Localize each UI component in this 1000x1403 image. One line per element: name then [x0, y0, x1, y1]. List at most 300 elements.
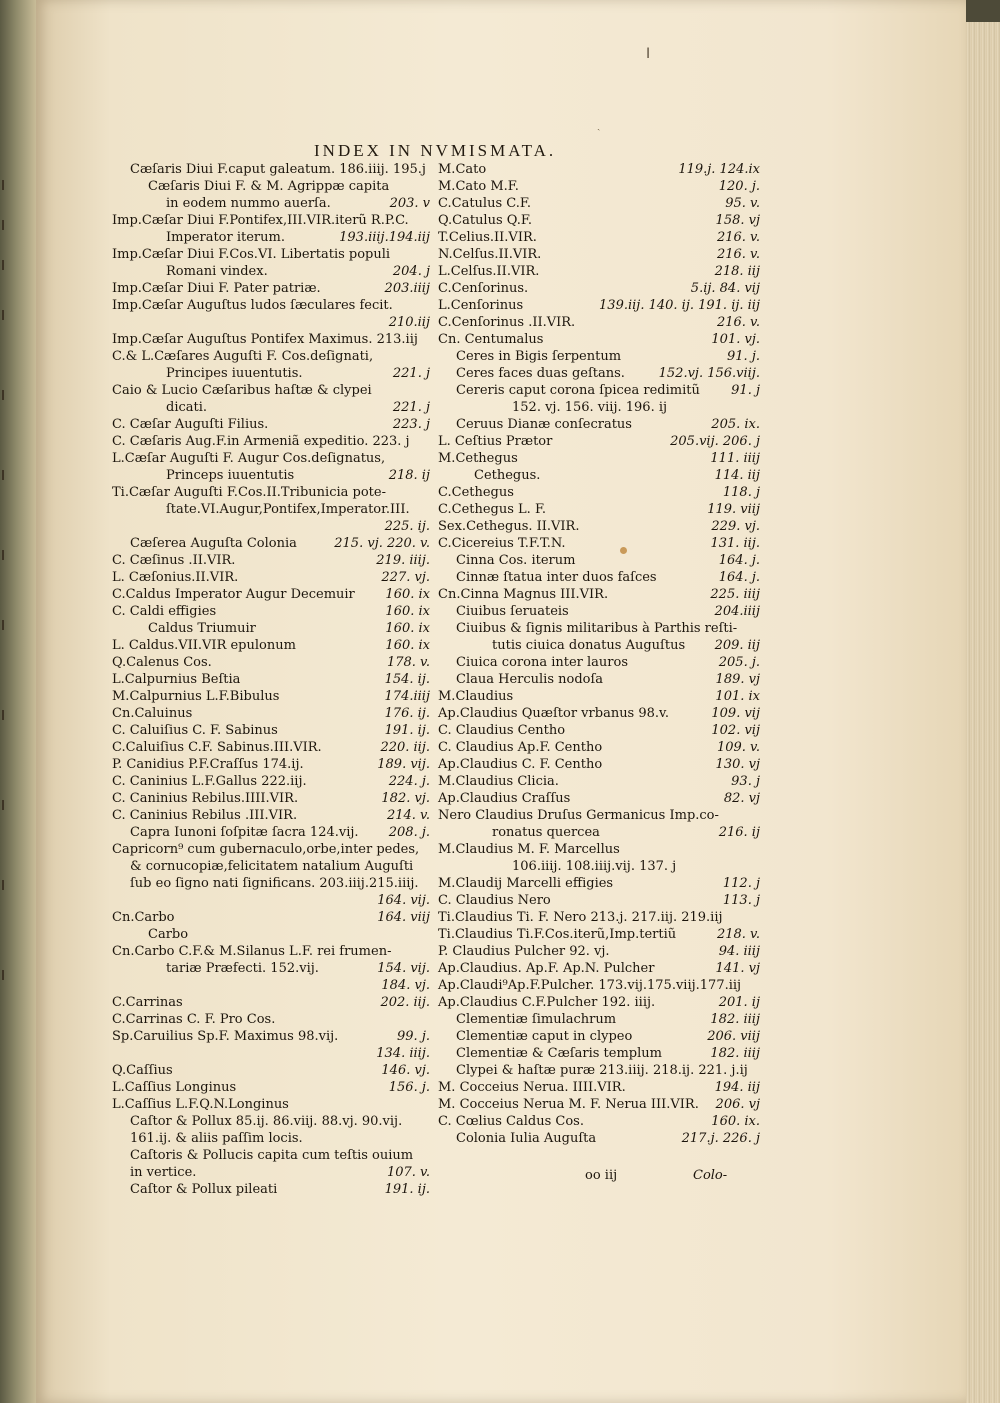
page-title: INDEX IN NVMISMATA.	[314, 141, 557, 160]
index-entry	[438, 246, 760, 263]
entry-text: Cæſaris Diui F. & M. Agrippæ capita	[148, 179, 390, 194]
entry-text: Caſtoris & Pollucis capita cum teſtis ouium	[130, 1148, 414, 1163]
entry-reference: 174.iiij	[384, 689, 430, 704]
entry-text: tutis ciuica donatus Auguſtus	[492, 638, 686, 653]
index-entry	[112, 178, 430, 195]
entry-text: T.Celius.II.VIR.	[438, 230, 537, 245]
entry-reference: 113. j	[722, 893, 760, 908]
entry-reference: 152.vj. 156.viij.	[658, 366, 760, 381]
entry-reference: 201. ij	[718, 995, 760, 1010]
entry-text: C.Cicereius T.F.T.N.	[438, 536, 566, 551]
entry-text: C.Catulus C.F.	[438, 196, 531, 211]
entry-text: C.Caluiſius C.F. Sabinus.III.VIR.	[112, 740, 322, 755]
entry-text: Cereris caput corona ſpicea redimitũ	[456, 383, 700, 398]
index-entry	[112, 790, 430, 807]
entry-text: Caldus Triumuir	[148, 621, 256, 636]
index-entry	[438, 1096, 760, 1113]
entry-text: M.Claudij Marcelli effigies	[438, 876, 614, 891]
index-entry	[438, 892, 760, 909]
index-entry	[112, 620, 430, 637]
index-entry	[112, 467, 430, 484]
index-entry	[112, 416, 430, 433]
index-entry	[438, 501, 760, 518]
index-entry	[438, 416, 760, 433]
index-entry	[438, 450, 760, 467]
entry-reference: 206. vj	[715, 1097, 760, 1112]
entry-text: Imp.Cæſar Auguſtus Pontifex Maximus. 213.iij	[112, 332, 418, 347]
entry-text: Ap.Claudius. Ap.F. Ap.N. Pulcher	[438, 961, 655, 976]
entry-reference: 189. vij.	[377, 757, 430, 772]
entry-reference: 131. iij.	[710, 536, 760, 551]
entry-reference: 130. vj	[715, 757, 760, 772]
entry-text: Clementiæ & Cæſaris templum	[456, 1046, 662, 1061]
entry-reference: 119.j. 124.ix	[678, 162, 760, 177]
entry-text: L. Caldus.VII.VIR epulonum	[112, 638, 296, 653]
entry-text: Colonia Iulia Auguſta	[456, 1131, 597, 1146]
index-entry	[112, 892, 430, 909]
entry-reference: 220. iij.	[380, 740, 430, 755]
index-entry	[112, 841, 430, 858]
index-entry	[112, 994, 430, 1011]
entry-text: in eodem nummo auerſa.	[166, 196, 331, 211]
index-entry	[112, 1096, 430, 1113]
entry-text: C. Caldi effigies	[112, 604, 217, 619]
index-entry	[438, 348, 760, 365]
entry-reference: 218. iij	[714, 264, 760, 279]
entry-text: M.Cethegus	[438, 451, 518, 466]
entry-text: Ti.Cæſar Auguſti F.Cos.II.Tribunicia pote-	[112, 485, 386, 500]
entry-reference: 141. vj	[715, 961, 760, 976]
index-entry	[112, 280, 430, 297]
entry-reference: 164. j.	[718, 553, 760, 568]
entry-reference: 119. viij	[707, 502, 760, 517]
index-entry	[438, 212, 760, 229]
index-entry	[438, 518, 760, 535]
entry-reference: 5.ij. 84. vij	[690, 281, 760, 296]
entry-text: C.Caldus Imperator Augur Decemuir	[112, 587, 355, 602]
index-entry	[438, 1028, 760, 1045]
index-entry	[112, 858, 430, 875]
entry-text: Romani vindex.	[166, 264, 268, 279]
entry-text: Ciuibus & ſignis militaribus à Parthis reſti-	[456, 621, 738, 636]
entry-text: & cornucopiæ,felicitatem natalium Auguſti	[130, 859, 414, 874]
catchword: Colo-	[693, 1168, 728, 1183]
index-entry	[112, 399, 430, 416]
entry-text: Cæſaris Diui F.caput galeatum. 186.iiij. 195.j	[130, 162, 426, 177]
entry-reference: 160. ix	[385, 621, 430, 636]
index-entry	[438, 263, 760, 280]
index-entry	[438, 297, 760, 314]
entry-text: C.Carrinas C. F. Pro Cos.	[112, 1012, 276, 1027]
index-entry	[112, 535, 430, 552]
entry-text: C. Cœlius Caldus Cos.	[438, 1114, 584, 1129]
entry-text: Ceres in Bigis ſerpentum	[456, 349, 622, 364]
entry-text: Ceres faces duas geſtans.	[456, 366, 625, 381]
index-entry	[112, 603, 430, 620]
entry-text: in vertice.	[130, 1165, 197, 1180]
entry-reference: 164. viij	[377, 910, 430, 925]
index-entry	[112, 586, 430, 603]
index-entry	[112, 909, 430, 926]
index-entry	[438, 858, 760, 875]
entry-reference: 160. ix	[385, 638, 430, 653]
entry-reference: 158. vj	[715, 213, 760, 228]
index-entry	[438, 705, 760, 722]
entry-text: L.Caſſius Longinus	[112, 1080, 237, 1095]
entry-reference: 156. j.	[388, 1080, 430, 1095]
index-entry	[112, 773, 430, 790]
entry-text: C. Claudius Nero	[438, 893, 551, 908]
entry-reference: 182. iiij	[710, 1046, 760, 1061]
index-entry	[112, 654, 430, 671]
entry-reference: 191. ij.	[384, 1182, 430, 1197]
index-entry	[438, 1079, 760, 1096]
index-entry	[112, 739, 430, 756]
entry-reference: 146. vj.	[381, 1063, 430, 1078]
entry-reference: 160. ix.	[711, 1114, 760, 1129]
index-entry	[112, 1045, 430, 1062]
entry-text: Caio & Lucio Cæſaribus haſtæ & clypei	[112, 383, 372, 398]
entry-reference: 99. j.	[397, 1029, 430, 1044]
entry-text: C.Cethegus L. F.	[438, 502, 547, 517]
entry-text: L. Cæſonius.II.VIR.	[112, 570, 239, 585]
index-entry	[438, 229, 760, 246]
index-entry	[112, 756, 430, 773]
index-entry	[438, 569, 760, 586]
index-entry	[438, 1130, 760, 1147]
index-entry	[112, 875, 430, 892]
index-entry	[438, 1045, 760, 1062]
entry-reference: 205. j.	[718, 655, 760, 670]
index-entry	[438, 195, 760, 212]
entry-text: P. Canidius P.F.Craſſus 174.ij.	[112, 757, 304, 772]
entry-text: M. Cocceius Nerua. IIII.VIR.	[438, 1080, 626, 1095]
entry-text: Imp.Cæſar Diui F.Pontifex,III.VIR.iterũ R.P.C.	[112, 213, 409, 228]
index-entry	[112, 161, 430, 178]
entry-text: L.Calpurnius Beſtia	[112, 672, 241, 687]
entry-reference: 176. ij.	[384, 706, 430, 721]
entry-reference: 223. j	[392, 417, 430, 432]
entry-text: Caſtor & Pollux 85.ij. 86.viij. 88.vj. 90.vij.	[130, 1114, 403, 1129]
entry-reference: 229. vj.	[711, 519, 760, 534]
index-entry	[112, 348, 430, 365]
index-entry	[438, 314, 760, 331]
index-entry	[112, 263, 430, 280]
entry-reference: 93. j	[731, 774, 760, 789]
index-entry	[438, 671, 760, 688]
entry-reference: 225. ij.	[384, 519, 430, 534]
entry-reference: 221. j	[392, 366, 430, 381]
index-entry	[438, 688, 760, 705]
entry-text: C. Cæſinus .II.VIR.	[112, 553, 236, 568]
index-entry	[438, 586, 760, 603]
index-entry	[438, 399, 760, 416]
index-entry	[438, 773, 760, 790]
index-entry	[112, 926, 430, 943]
entry-text: M.Cato M.F.	[438, 179, 519, 194]
entry-text: Imp.Cæſar Auguſtus ludos ſæculares fecit.	[112, 298, 393, 313]
entry-reference: 193.iiij.194.iij	[339, 230, 430, 245]
entry-text: Cn.Cinna Magnus III.VIR.	[438, 587, 609, 602]
entry-text: L.Celſus.II.VIR.	[438, 264, 540, 279]
entry-reference: 216. v.	[716, 230, 760, 245]
entry-text: Carbo	[148, 927, 189, 942]
index-entry	[112, 212, 430, 229]
index-entry	[438, 535, 760, 552]
entry-reference: 209. iij	[714, 638, 760, 653]
index-entry	[112, 433, 430, 450]
entry-text: Clementiæ ſimulachrum	[456, 1012, 617, 1027]
entry-text: Capricorn⁹ cum gubernaculo,orbe,inter pedes,	[112, 842, 420, 857]
entry-text: C.Cenſorinus.	[438, 281, 529, 296]
entry-text: C. Cæſaris Aug.F.in Armeniã expeditio. 223. j	[112, 434, 410, 449]
entry-reference: 111. iiij	[710, 451, 760, 466]
entry-reference: 178. v.	[386, 655, 430, 670]
entry-reference: 216. v.	[716, 315, 760, 330]
entry-reference: 204.iiij	[714, 604, 760, 619]
index-entry	[112, 331, 430, 348]
signature-mark: oo iij	[585, 1168, 618, 1183]
entry-text: Ti.Claudius Ti. F. Nero 213.j. 217.iij. 219.iij	[438, 910, 723, 925]
entry-text: C. Caninius Rebilus.IIII.VIR.	[112, 791, 299, 806]
entry-reference: 134. iiij.	[376, 1046, 430, 1061]
entry-reference: 91. j.	[727, 349, 760, 364]
index-entry	[112, 688, 430, 705]
index-entry	[112, 960, 430, 977]
entry-text: Ceruus Dianæ conſecratus	[456, 417, 632, 432]
entry-text: M.Claudius Clicia.	[438, 774, 559, 789]
index-entry	[112, 1079, 430, 1096]
entry-text: C. Claudius Centho	[438, 723, 566, 738]
index-entry	[438, 909, 760, 926]
entry-reference: 215. vj. 220. v.	[334, 536, 430, 551]
index-entry	[112, 484, 430, 501]
entry-text: Ciuibus ſeruateis	[456, 604, 569, 619]
entry-text: Cinna Cos. iterum	[456, 553, 576, 568]
entry-text: 152. vj. 156. viij. 196. ij	[512, 400, 668, 415]
entry-reference: 160. ix	[385, 604, 430, 619]
entry-text: Ap.Claudius Craſſus	[438, 791, 571, 806]
entry-reference: 139.iij. 140. ij. 191. ij. iij	[599, 298, 760, 313]
entry-text: Imp.Cæſar Diui F.Cos.VI. Libertatis populi	[112, 247, 391, 262]
entry-text: C. Cæſar Auguſti Filius.	[112, 417, 269, 432]
entry-reference: 120. j.	[718, 179, 760, 194]
index-entry	[438, 365, 760, 382]
entry-reference: 224. j.	[388, 774, 430, 789]
entry-text: Claua Herculis nodoſa	[456, 672, 604, 687]
entry-text: Caſtor & Pollux pileati	[130, 1182, 278, 1197]
entry-text: M.Claudius M. F. Marcellus	[438, 842, 620, 857]
index-entry	[112, 977, 430, 994]
index-entry	[112, 1147, 430, 1164]
index-entry	[438, 552, 760, 569]
entry-reference: 227. vj.	[381, 570, 430, 585]
index-entry	[112, 637, 430, 654]
index-entry	[112, 1113, 430, 1130]
index-entry	[438, 603, 760, 620]
entry-text: C.Cethegus	[438, 485, 514, 500]
entry-reference: 109. vij	[711, 706, 760, 721]
index-entry	[112, 1028, 430, 1045]
entry-text: N.Celſus.II.VIR.	[438, 247, 542, 262]
entry-text: L.Caſſius L.F.Q.N.Longinus	[112, 1097, 289, 1112]
index-entry	[438, 654, 760, 671]
index-entry	[112, 722, 430, 739]
index-entry	[438, 280, 760, 297]
index-entry	[438, 977, 760, 994]
entry-text: C.& L.Cæſares Auguſti F. Cos.deſignati,	[112, 349, 374, 364]
index-entry	[438, 467, 760, 484]
entry-reference: 194. iij	[714, 1080, 760, 1095]
entry-reference: 214. v.	[386, 808, 430, 823]
index-entry	[438, 620, 760, 637]
entry-reference: 203.iiij	[384, 281, 430, 296]
entry-reference: 208. j.	[388, 825, 430, 840]
index-entry	[438, 841, 760, 858]
entry-reference: 202. iij.	[380, 995, 430, 1010]
facing-page-fragments	[0, 150, 12, 1050]
entry-text: C.Cenſorinus .II.VIR.	[438, 315, 576, 330]
entry-text: 106.iiij. 108.iiij.vij. 137. j	[512, 859, 677, 874]
index-entry	[438, 433, 760, 450]
entry-reference: 218. ij	[388, 468, 430, 483]
index-entry	[112, 671, 430, 688]
entry-reference: 95. v.	[725, 196, 760, 211]
entry-reference: 154. vij.	[377, 961, 430, 976]
index-entry	[438, 926, 760, 943]
ink-speck: ˎ	[597, 120, 601, 131]
entry-reference: 219. iiij.	[376, 553, 430, 568]
index-entry	[112, 1181, 430, 1198]
index-entry	[112, 382, 430, 399]
index-entry	[438, 807, 760, 824]
entry-text: L. Ceſtius Prætor	[438, 434, 553, 449]
entry-text: ſtate.VI.Augur,Pontifex,Imperator.III.	[166, 502, 410, 517]
index-entry	[112, 1011, 430, 1028]
entry-reference: 112. j	[722, 876, 760, 891]
index-entry	[112, 518, 430, 535]
index-entry	[112, 552, 430, 569]
index-entry	[438, 1062, 760, 1079]
entry-text: Sp.Caruilius Sp.F. Maximus 98.vij.	[112, 1029, 339, 1044]
entry-reference: 221. j	[392, 400, 430, 415]
entry-text: ſub eo ſigno nati ſignificans. 203.iiij.215.iiij.	[130, 876, 419, 891]
entry-text: Sex.Cethegus. II.VIR.	[438, 519, 580, 534]
entry-reference: 225. iiij	[710, 587, 760, 602]
entry-text: Q.Calenus Cos.	[112, 655, 212, 670]
index-entry	[112, 807, 430, 824]
entry-text: L.Cenſorinus	[438, 298, 524, 313]
entry-text: Imp.Cæſar Diui F. Pater patriæ.	[112, 281, 321, 296]
entry-reference: 109. v.	[716, 740, 760, 755]
entry-reference: 210.iij	[388, 315, 430, 330]
entry-reference: 164. j.	[718, 570, 760, 585]
entry-reference: 204. j	[392, 264, 430, 279]
index-entry	[112, 365, 430, 382]
entry-text: C.Carrinas	[112, 995, 183, 1010]
entry-reference: 102. vij	[711, 723, 760, 738]
page-edges	[966, 0, 1000, 1403]
index-entry	[438, 484, 760, 501]
entry-text: dicati.	[166, 400, 208, 415]
entry-reference: 107. v.	[386, 1165, 430, 1180]
entry-text: Cn.Carbo C.F.& M.Silanus L.F. rei frumen-	[112, 944, 392, 959]
entry-reference: 154. ij.	[384, 672, 430, 687]
entry-text: M. Cocceius Nerua M. F. Nerua III.VIR.	[438, 1097, 699, 1112]
index-entry	[438, 637, 760, 654]
entry-text: M.Calpurnius L.F.Bibulus	[112, 689, 280, 704]
index-entry	[112, 943, 430, 960]
index-entry	[112, 824, 430, 841]
entry-text: M.Claudius	[438, 689, 514, 704]
index-entry	[438, 161, 760, 178]
index-entry	[438, 994, 760, 1011]
index-entry	[112, 450, 430, 467]
index-entry	[112, 1062, 430, 1079]
entry-reference: 91. j	[731, 383, 760, 398]
entry-text: Ap.Claudius Quæſtor vrbanus 98.v.	[438, 706, 669, 721]
index-entry	[438, 178, 760, 195]
page-edge-shadow	[966, 0, 1000, 22]
entry-text: Cethegus.	[474, 468, 541, 483]
entry-reference: 216. v.	[716, 247, 760, 262]
entry-text: C. Caluiſius C. F. Sabinus	[112, 723, 278, 738]
entry-reference: 216. ij	[718, 825, 760, 840]
entry-text: Cinnæ ſtatua inter duos faſces	[456, 570, 657, 585]
entry-reference: 182. iiij	[710, 1012, 760, 1027]
index-entry	[438, 756, 760, 773]
index-entry	[112, 705, 430, 722]
index-entry	[438, 875, 760, 892]
index-entry	[438, 1011, 760, 1028]
index-entry	[438, 824, 760, 841]
entry-text: Q.Catulus Q.F.	[438, 213, 533, 228]
entry-text: Ti.Claudius Ti.F.Cos.iterũ,Imp.tertiũ	[438, 927, 677, 942]
entry-text: Capra Iunoni ſoſpitæ ſacra 124.vij.	[130, 825, 359, 840]
entry-reference: 191. ij.	[384, 723, 430, 738]
entry-text: Ap.Claudius C. F. Centho	[438, 757, 603, 772]
entry-reference: 164. vij.	[377, 893, 430, 908]
entry-text: Ciuica corona inter lauros	[456, 655, 628, 670]
entry-reference: 203. v	[389, 196, 430, 211]
index-entry	[112, 569, 430, 586]
entry-text: Cæſerea Auguſta Colonia	[130, 536, 297, 551]
entry-text: Imperator iterum.	[166, 230, 285, 245]
entry-text: Nero Claudius Druſus Germanicus Imp.co-	[438, 808, 719, 823]
entry-reference: 114. iij	[714, 468, 760, 483]
index-column-left	[112, 161, 430, 1198]
index-entry	[438, 722, 760, 739]
entry-text: Q.Caſſius	[112, 1063, 173, 1078]
index-entry	[438, 739, 760, 756]
index-entry	[112, 246, 430, 263]
entry-reference: 182. vj.	[381, 791, 430, 806]
index-entry	[438, 943, 760, 960]
entry-reference: 101. ix	[715, 689, 760, 704]
entry-reference: 101. vj.	[711, 332, 760, 347]
index-entry	[438, 1113, 760, 1130]
entry-text: C. Caninius Rebilus .III.VIR.	[112, 808, 298, 823]
entry-reference: 189. vj	[715, 672, 760, 687]
entry-text: Principes iuuentutis.	[166, 366, 303, 381]
entry-reference: 206. viij	[707, 1029, 760, 1044]
entry-text: C. Caninius L.F.Gallus 222.iij.	[112, 774, 307, 789]
index-entry	[438, 960, 760, 977]
entry-text: 161.ij. & aliis paſſim locis.	[130, 1131, 303, 1146]
index-entry	[112, 195, 430, 212]
entry-reference: 94. iiij	[718, 944, 760, 959]
entry-text: M.Cato	[438, 162, 487, 177]
